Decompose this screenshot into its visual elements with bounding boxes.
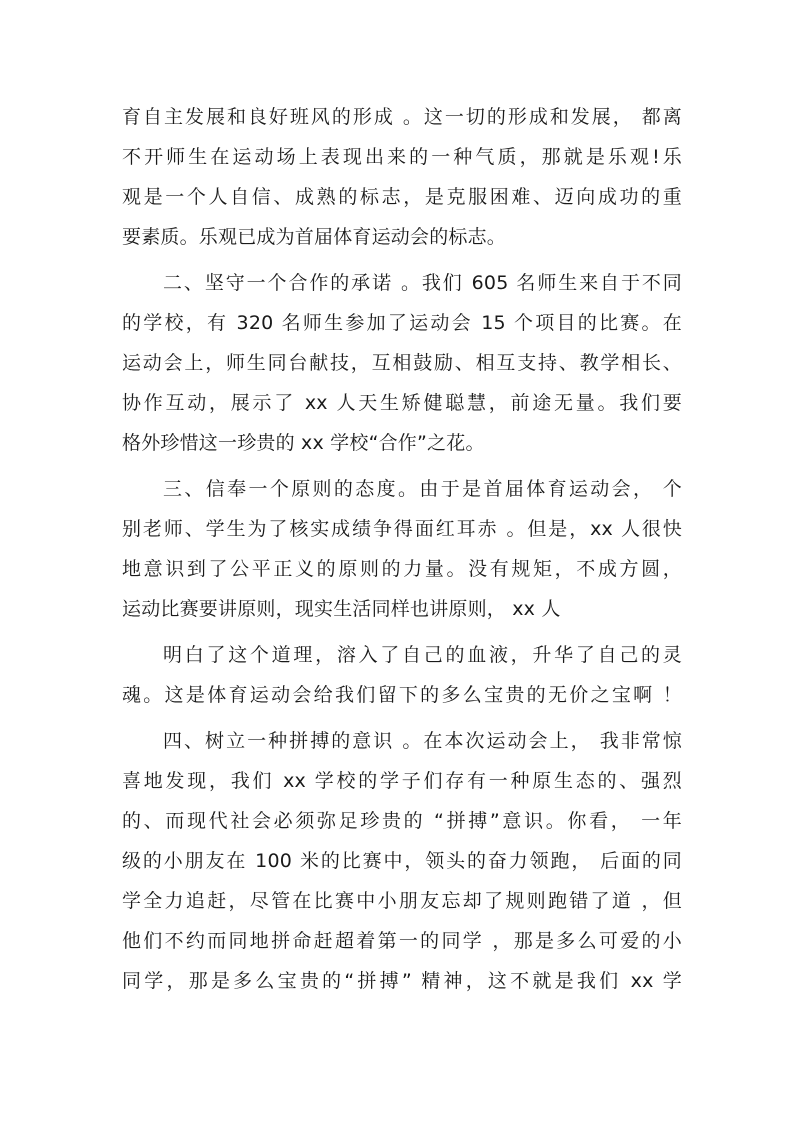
paragraph-line: 要素质。乐观已成为首届体育运动会的标志。 (122, 226, 507, 248)
paragraph-line: 运动会上，师生同台献技，互相鼓励、相互支持、教学相长、 (122, 352, 682, 374)
paragraph-line: 喜地发现，我们 xx 学校的学子们存有一种原生态的、强烈 (122, 770, 682, 792)
paragraph-line: 明白了这个道理，溶入了自己的血液，升华了自己的灵 (163, 644, 682, 666)
paragraph-line: 同学，那是多么宝贵的“拼搏” 精神，这不就是我们 xx 学 (122, 970, 682, 992)
paragraph-line: 观是一个人自信、成熟的标志，是克服困难、迈向成功的重 (122, 186, 682, 208)
paragraph-line: 二、坚守一个合作的承诺 。我们 605 名师生来自于不同 (163, 272, 682, 294)
paragraph-line: 四、树立一种拼搏的意识 。在本次运动会上， 我非常惊 (163, 730, 682, 752)
paragraph-line: 格外珍惜这一珍贵的 xx 学校“合作”之花。 (122, 432, 485, 454)
paragraph-line: 学全力追赶，尽管在比赛中小朋友忘却了规则跑错了道 ，但 (122, 890, 682, 912)
paragraph-line: 地意识到了公平正义的原则的力量。没有规矩，不成方圆， (122, 558, 682, 580)
paragraph-line: 魂。这是体育运动会给我们留下的多么宝贵的无价之宝啊 ！ (122, 684, 682, 706)
paragraph-line: 的学校，有 320 名师生参加了运动会 15 个项目的比赛。在 (122, 312, 682, 334)
paragraph-line: 运动比赛要讲原则，现实生活同样也讲原则， xx 人 (122, 598, 561, 620)
paragraph-line: 他们不约而同地拼命赶超着第一的同学 ，那是多么可爱的小 (122, 930, 682, 952)
paragraph-line: 级的小朋友在 100 米的比赛中，领头的奋力领跑， 后面的同 (122, 850, 682, 872)
paragraph-line: 别老师、学生为了核实成绩争得面红耳赤 。但是，xx 人很快 (122, 518, 682, 540)
paragraph-line: 的、而现代社会必须弥足珍贵的 “拼搏”意识。你看， 一年 (122, 810, 682, 832)
paragraph-line: 三、信奉一个原则的态度。由于是首届体育运动会， 个 (163, 478, 682, 500)
paragraph-line: 不开师生在运动场上表现出来的一种气质，那就是乐观!乐 (122, 146, 682, 168)
paragraph-line: 育自主发展和良好班风的形成 。这一切的形成和发展， 都离 (122, 106, 682, 128)
paragraph-line: 协作互动，展示了 xx 人天生矫健聪慧，前途无量。我们要 (122, 392, 682, 414)
